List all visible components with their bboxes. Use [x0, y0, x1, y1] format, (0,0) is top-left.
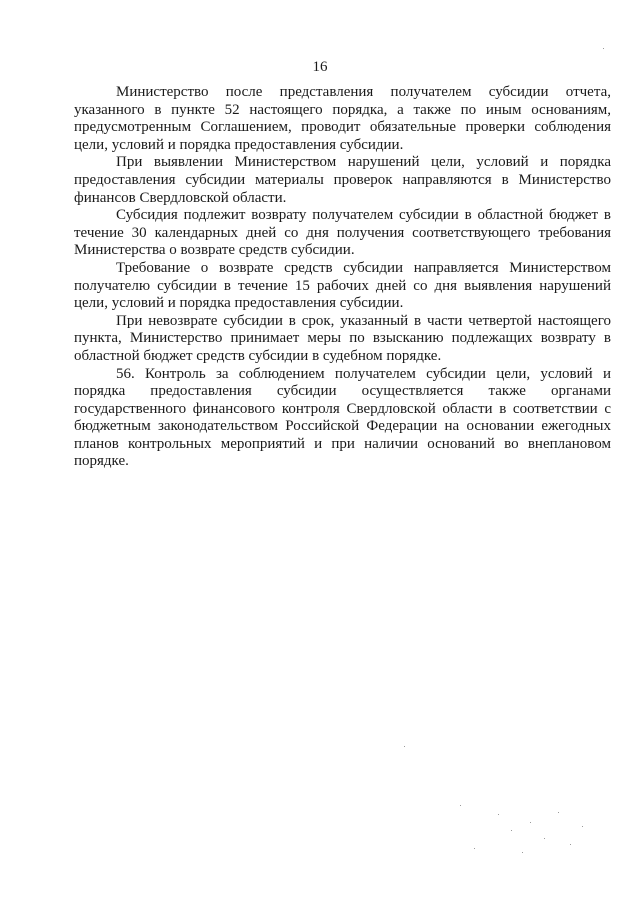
paragraph-court-recovery: При невозврате субсидии в срок, указанный в части четвертой настоящего пункта, Министерство принимает меры по взысканию подлежащих возврату в областной бюджет средств субсидии в судебном порядке.	[74, 312, 611, 364]
paragraph-inspections: Министерство после представления получателем субсидии отчета, указанного в пункте 52 настоящего порядка, а также по иным основаниям, предусмотренным Соглашением, проводит обязательные проверки соблюдения цели, условий и порядка предоставления субсидии.	[74, 84, 611, 153]
paragraph-refund-term: Субсидия подлежит возврату получателем субсидии в областной бюджет в течение 30 календарных дней со дня получения соответствующего требования Министерства о возврате средств субсидии.	[74, 207, 611, 259]
scan-speck	[404, 746, 405, 747]
document-body	[74, 84, 611, 471]
page-number: 16	[312, 59, 328, 75]
scan-artifacts	[440, 800, 590, 860]
paragraph-violations: При выявлении Министерством нарушений цели, условий и порядка предоставления субсидии материалы проверок направляются в Министерство финансов Свердловской области.	[74, 154, 611, 206]
scan-speck	[603, 48, 604, 49]
paragraph-refund-demand: Требование о возврате средств субсидии направляется Министерством получателю субсидии в течение 15 рабочих дней со дня выявления нарушений цели, условий и порядка предоставления субсидии.	[74, 259, 611, 312]
paragraph-control-56: 56. Контроль за соблюдением получателем субсидии цели, условий и порядка предоставления субсидии осуществляется также органами государственного финансового контроля Свердловской области в соответствии с бюджетным законодательством Российской Федерации на основании ежегодных планов контрольных мероприятий и при наличии оснований во внеплановом порядке.	[74, 365, 611, 470]
